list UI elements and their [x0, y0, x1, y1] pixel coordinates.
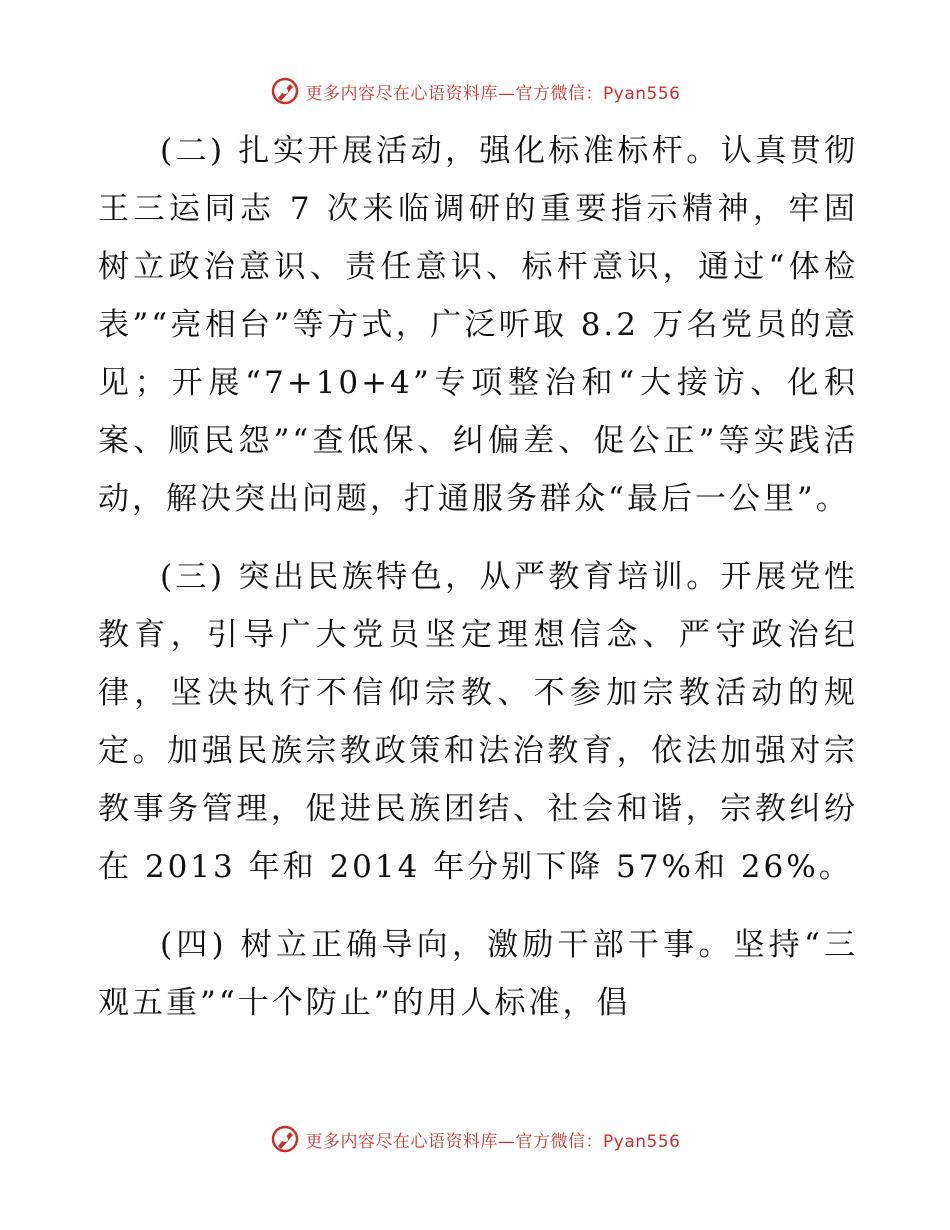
banner-text: 更多内容尽在心语资料库—官方微信：Pyan556: [305, 1131, 681, 1152]
header-banner: [0, 76, 950, 106]
paragraph-3: (三) 突出民族特色，从严教育培训。开展党性教育，引导广大党员坚定理想信念、严守政治纪律，坚决执行不信仰宗教、不参加宗教活动的规定。加强民族宗教政策和法治教育，依法加强对宗教事务管理，促进民族团结、社会和谐，宗教纠纷在 2013 年和 2014 年分别下降 57%和 26%。: [98, 559, 858, 885]
pen-circle-icon: [270, 1124, 300, 1154]
document-body: [98, 122, 858, 1052]
pen-circle-icon: [270, 76, 300, 106]
paragraph-4: (四) 树立正确导向，激励干部干事。坚持“三观五重”“十个防止”的用人标准，倡: [98, 927, 858, 1021]
footer-banner: [0, 1124, 950, 1154]
banner-text: 更多内容尽在心语资料库—官方微信：Pyan556: [305, 83, 681, 104]
paragraph-2: (二) 扎实开展活动，强化标准标杆。认真贯彻王三运同志 7 次来临调研的重要指示精神，牢固树立政治意识、责任意识、标杆意识，通过“体检表”“亮相台”等方式，广泛听取 8.2 万名党员的意见；开展“7+10+4”专项整治和“大接访、化积案、顺民怨”“查低保、纠偏差、促公正”等实践活动，解决突出问题，打通服务群众“最后一公里”。: [98, 133, 858, 517]
